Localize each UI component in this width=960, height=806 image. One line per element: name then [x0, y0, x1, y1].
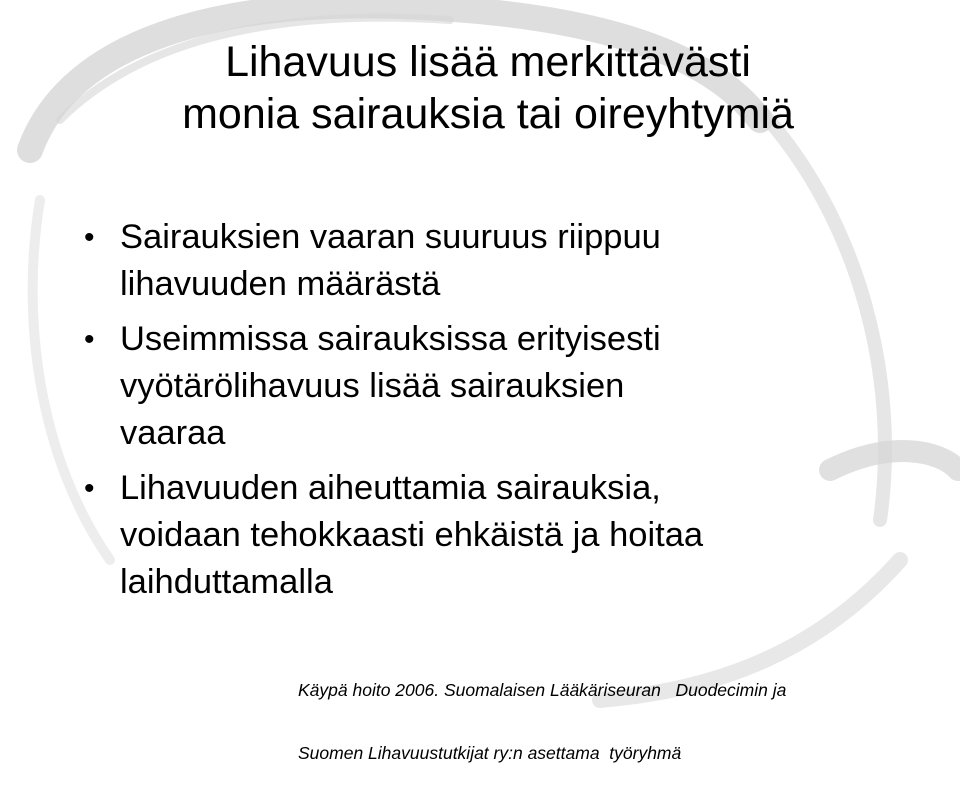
- bullet-item: [84, 316, 914, 457]
- bullet-icon: •: [84, 472, 95, 505]
- bullet-list: [84, 214, 914, 614]
- slide-title: [88, 36, 888, 140]
- slide-title-line: monia sairauksia tai oireyhtymiä: [182, 90, 794, 138]
- bullet-line: vyötärölihavuus lisää sairauksien: [120, 367, 625, 405]
- bullet-line: Useimmissa sairauksissa erityisesti: [120, 320, 661, 358]
- slide-title-line: Lihavuus lisää merkittävästi: [225, 38, 751, 86]
- bullet-item: [84, 214, 914, 308]
- bullet-line: voidaan tehokkaasti ehkäistä ja hoitaa: [120, 516, 704, 554]
- bullet-icon: •: [84, 323, 95, 356]
- bullet-line: laihduttamalla: [120, 563, 333, 601]
- bullet-text: [120, 316, 914, 457]
- bullet-item: [84, 465, 914, 606]
- bullet-line: Sairauksien vaaran suuruus riippuu: [120, 218, 661, 256]
- source-citation: [298, 638, 858, 806]
- source-line: Käypä hoito 2006. Suomalaisen Lääkäriseuran Duodecimin ja: [298, 680, 787, 700]
- bullet-line: lihavuuden määrästä: [120, 265, 441, 303]
- bullet-icon: •: [84, 221, 95, 254]
- source-line: Suomen Lihavuustutkijat ry:n asettama työryhmä: [298, 743, 682, 763]
- bullet-text: [120, 214, 914, 308]
- bullet-line: Lihavuuden aiheuttamia sairauksia,: [120, 469, 661, 507]
- bullet-line: vaaraa: [120, 414, 226, 452]
- bullet-text: [120, 465, 914, 606]
